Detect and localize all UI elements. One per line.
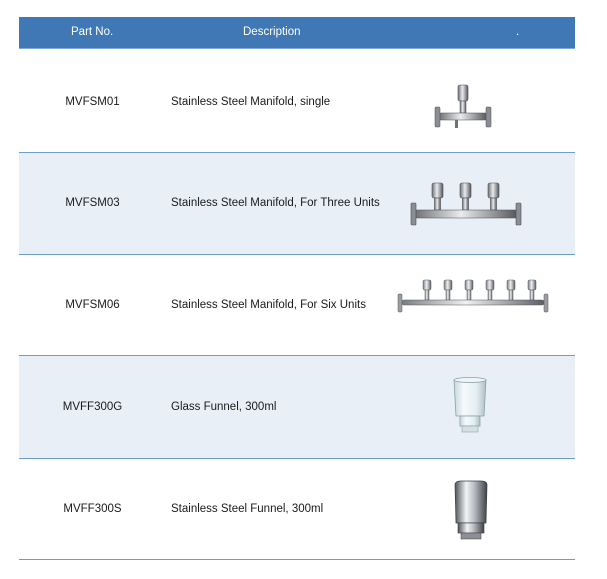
glass-funnel-icon xyxy=(450,376,490,436)
parts-table xyxy=(19,17,575,560)
steel-funnel-icon xyxy=(449,479,493,543)
part-number: MVFSM06 xyxy=(65,299,120,311)
table-header xyxy=(19,17,575,48)
table-row xyxy=(19,153,575,255)
part-number: MVFF300S xyxy=(63,503,122,515)
header-description: Description xyxy=(243,26,301,38)
header-image: . xyxy=(516,26,520,38)
table-row xyxy=(19,49,575,153)
table-row xyxy=(19,356,575,459)
part-description: Stainless Steel Manifold, For Six Units xyxy=(171,299,366,311)
three-unit-manifold-icon xyxy=(407,181,525,233)
single-manifold-icon xyxy=(433,83,493,141)
part-description: Stainless Steel Manifold, single xyxy=(171,96,331,108)
six-unit-manifold-icon xyxy=(394,278,550,318)
header-part-no: Part No. xyxy=(71,26,114,38)
table-row xyxy=(19,459,575,560)
part-number: MVFSM03 xyxy=(65,197,120,209)
part-description: Stainless Steel Manifold, For Three Units xyxy=(171,197,380,209)
part-number: MVFSM01 xyxy=(65,96,120,108)
part-number: MVFF300G xyxy=(62,401,123,413)
table-row xyxy=(19,255,575,356)
part-description: Stainless Steel Funnel, 300ml xyxy=(171,503,324,515)
part-description: Glass Funnel, 300ml xyxy=(171,401,277,413)
